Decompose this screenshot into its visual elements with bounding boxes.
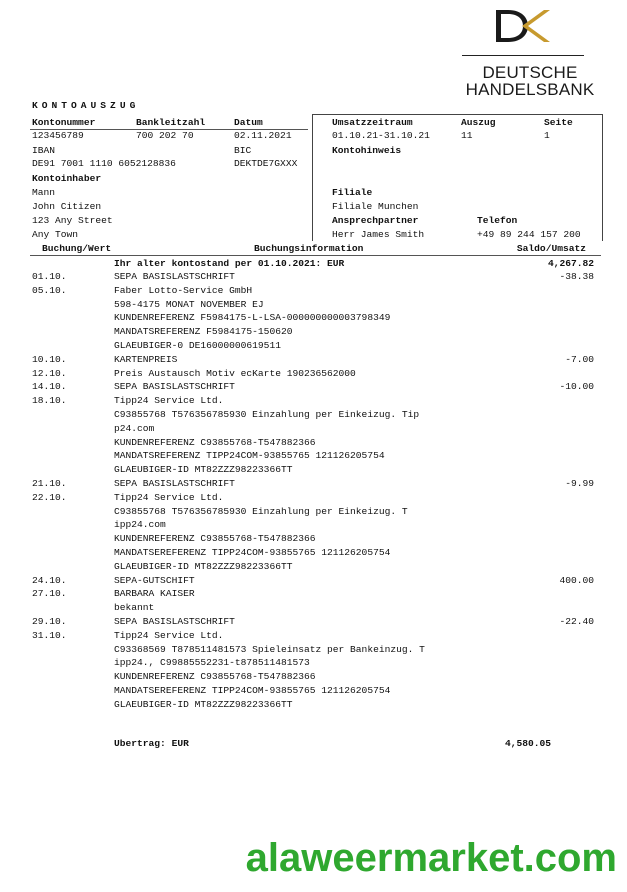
tx-line: Tipp24 Service Ltd. [114, 395, 224, 407]
opening-amount: 4,267.82 [547, 258, 594, 269]
tx-line: C93368569 T878511481573 Spieleinsatz per Bankeinzug. T [114, 643, 425, 655]
tx-line: KUNDENREFERENZ C93855768-T547882366 [114, 436, 316, 448]
tx-line: C93855768 T576356785930 Einzahlung per Einkeizug. T [114, 505, 408, 517]
tx-line: GLAEUBIGER-ID MT82ZZZ98223366TT [114, 560, 293, 572]
tx-date: 27.10. [32, 588, 67, 600]
ansprechpartner-label: Ansprechpartner [332, 215, 419, 226]
inhaber-line: Mann [32, 187, 56, 198]
inhaber-line: John Citizen [32, 201, 102, 212]
tx-date: 10.10. [32, 353, 67, 365]
tx-line: GLAEUBIGER-ID MT82ZZZ98223366TT [114, 698, 293, 710]
col-buchung: Buchung/Wert [42, 243, 112, 254]
bic-label: BIC [234, 145, 252, 156]
auszug-value: 11 [461, 130, 473, 141]
kontonummer-value: 123456789 [32, 130, 84, 141]
carry-amount: 4,580.05 [504, 738, 551, 749]
seite-value: 1 [544, 130, 550, 141]
tx-date: 29.10. [32, 616, 67, 627]
bic-value: DEKTDE7GXXX [234, 158, 298, 169]
tx-line: C93855768 T576356785930 Einzahlung per Einkeizug. Tip [114, 409, 420, 420]
tx-amount: -9.99 [565, 478, 594, 489]
tx-line: GLAEUBIGER-0 DE16000000619511 [114, 340, 281, 351]
tx-line: bekannt [114, 602, 155, 614]
tx-line: ipp24.com [114, 519, 166, 531]
zeitraum-value: 01.10.21-31.10.21 [332, 130, 430, 141]
tx-line: p24.com [114, 422, 155, 434]
kontohinweis-label: Kontohinweis [332, 145, 402, 156]
tx-line: Tipp24 Service Ltd. [114, 491, 224, 503]
tx-amount: -38.38 [559, 271, 594, 282]
tx-line: MANDATSEREFERENZ TIPP24COM-93855765 121126205754 [114, 547, 391, 558]
tx-line: Faber Lotto-Service GmbH [114, 284, 253, 296]
tx-line: GLAEUBIGER-ID MT82ZZZ98223366TT [114, 464, 293, 476]
tx-line: SEPA BASISLASTSCHRIFT [114, 478, 235, 489]
tx-line: BARBARA KAISER [114, 588, 195, 600]
tx-line: Preis Austausch Motiv ecKarte 190236562000 [114, 367, 356, 379]
tx-line: ipp24., C99885552231-t878511481573 [114, 657, 310, 669]
tx-amount: 400.00 [559, 574, 594, 586]
telefon-label: Telefon [477, 215, 518, 226]
tx-line: KUNDENREFERENZ C93855768-T547882366 [114, 533, 316, 545]
tx-date: 05.10. [32, 284, 67, 296]
tx-line: KUNDENREFERENZ F5984175-L-LSA-000000000003798349 [114, 312, 391, 324]
tx-date: 18.10. [32, 395, 67, 407]
tx-line: Tipp24 Service Ltd. [114, 629, 224, 641]
zeitraum-label: Umsatzzeitraum [332, 117, 413, 128]
seite-label: Seite [544, 117, 573, 128]
datum-value: 02.11.2021 [234, 130, 292, 141]
header-divider [30, 255, 601, 256]
tx-line: SEPA-GUTSCHIFT [114, 574, 195, 586]
tx-amount: -10.00 [559, 381, 594, 393]
carry-label: Ubertrag: EUR [114, 738, 189, 749]
tx-amount: -7.00 [565, 353, 594, 365]
tx-line: MANDATSREFERENZ F5984175-150620 [114, 326, 293, 338]
col-info: Buchungsinformation [254, 243, 364, 254]
tx-line: MANDATSEREFERENZ TIPP24COM-93855765 121126205754 [114, 685, 391, 696]
tx-amount: -22.40 [559, 616, 594, 627]
auszug-label: Auszug [461, 117, 496, 128]
datum-label: Datum [234, 117, 263, 128]
inhaber-line: 123 Any Street [32, 215, 113, 226]
tx-line: MANDATSREFERENZ TIPP24COM-93855765 121126205754 [114, 450, 385, 462]
opening-label: Ihr alter kontostand per 01.10.2021: EUR [114, 258, 345, 269]
dk-logo-icon [488, 6, 558, 46]
filiale-value: Filiale Munchen [332, 201, 419, 212]
tx-date: 22.10. [32, 491, 67, 503]
kontonummer-label: Kontonummer [32, 117, 96, 128]
filiale-label: Filiale [332, 187, 373, 198]
blz-value: 700 202 70 [136, 130, 194, 141]
tx-date: 21.10. [32, 478, 67, 489]
tx-date: 12.10. [32, 367, 67, 379]
tx-date: 24.10. [32, 574, 67, 586]
iban-label: IBAN [32, 145, 56, 156]
tx-line: KARTENPREIS [114, 353, 178, 365]
col-saldo: Saldo/Umsatz [516, 243, 586, 254]
inhaber-line: Any Town [32, 229, 79, 240]
kontoinhaber-label: Kontoinhaber [32, 173, 102, 184]
bank-logo [488, 6, 558, 46]
bank-name: DEUTSCHE HANDELSBANK [465, 63, 595, 99]
tx-date: 31.10. [32, 629, 67, 641]
ansprechpartner-value: Herr James Smith [332, 229, 425, 240]
blz-label: Bankleitzahl [136, 117, 206, 128]
telefon-value: +49 89 244 157 200 [477, 229, 581, 240]
tx-line: 598-4175 MONAT NOVEMBER EJ [114, 298, 264, 310]
tx-date: 01.10. [32, 271, 67, 282]
tx-line: SEPA BASISLASTSCHRIFT [114, 271, 235, 282]
watermark: alaweermarket.com [245, 836, 617, 880]
iban-value: DE91 7001 1110 6052128836 [32, 158, 176, 169]
tx-line: KUNDENREFERENZ C93855768-T547882366 [114, 671, 316, 683]
statement-title: KONTOAUSZUG [32, 100, 140, 111]
logo-divider [462, 55, 584, 56]
tx-line: SEPA BASISLASTSCHRIFT [114, 616, 235, 627]
tx-date: 14.10. [32, 381, 67, 393]
tx-line: SEPA BASISLASTSCHRIFT [114, 381, 235, 393]
